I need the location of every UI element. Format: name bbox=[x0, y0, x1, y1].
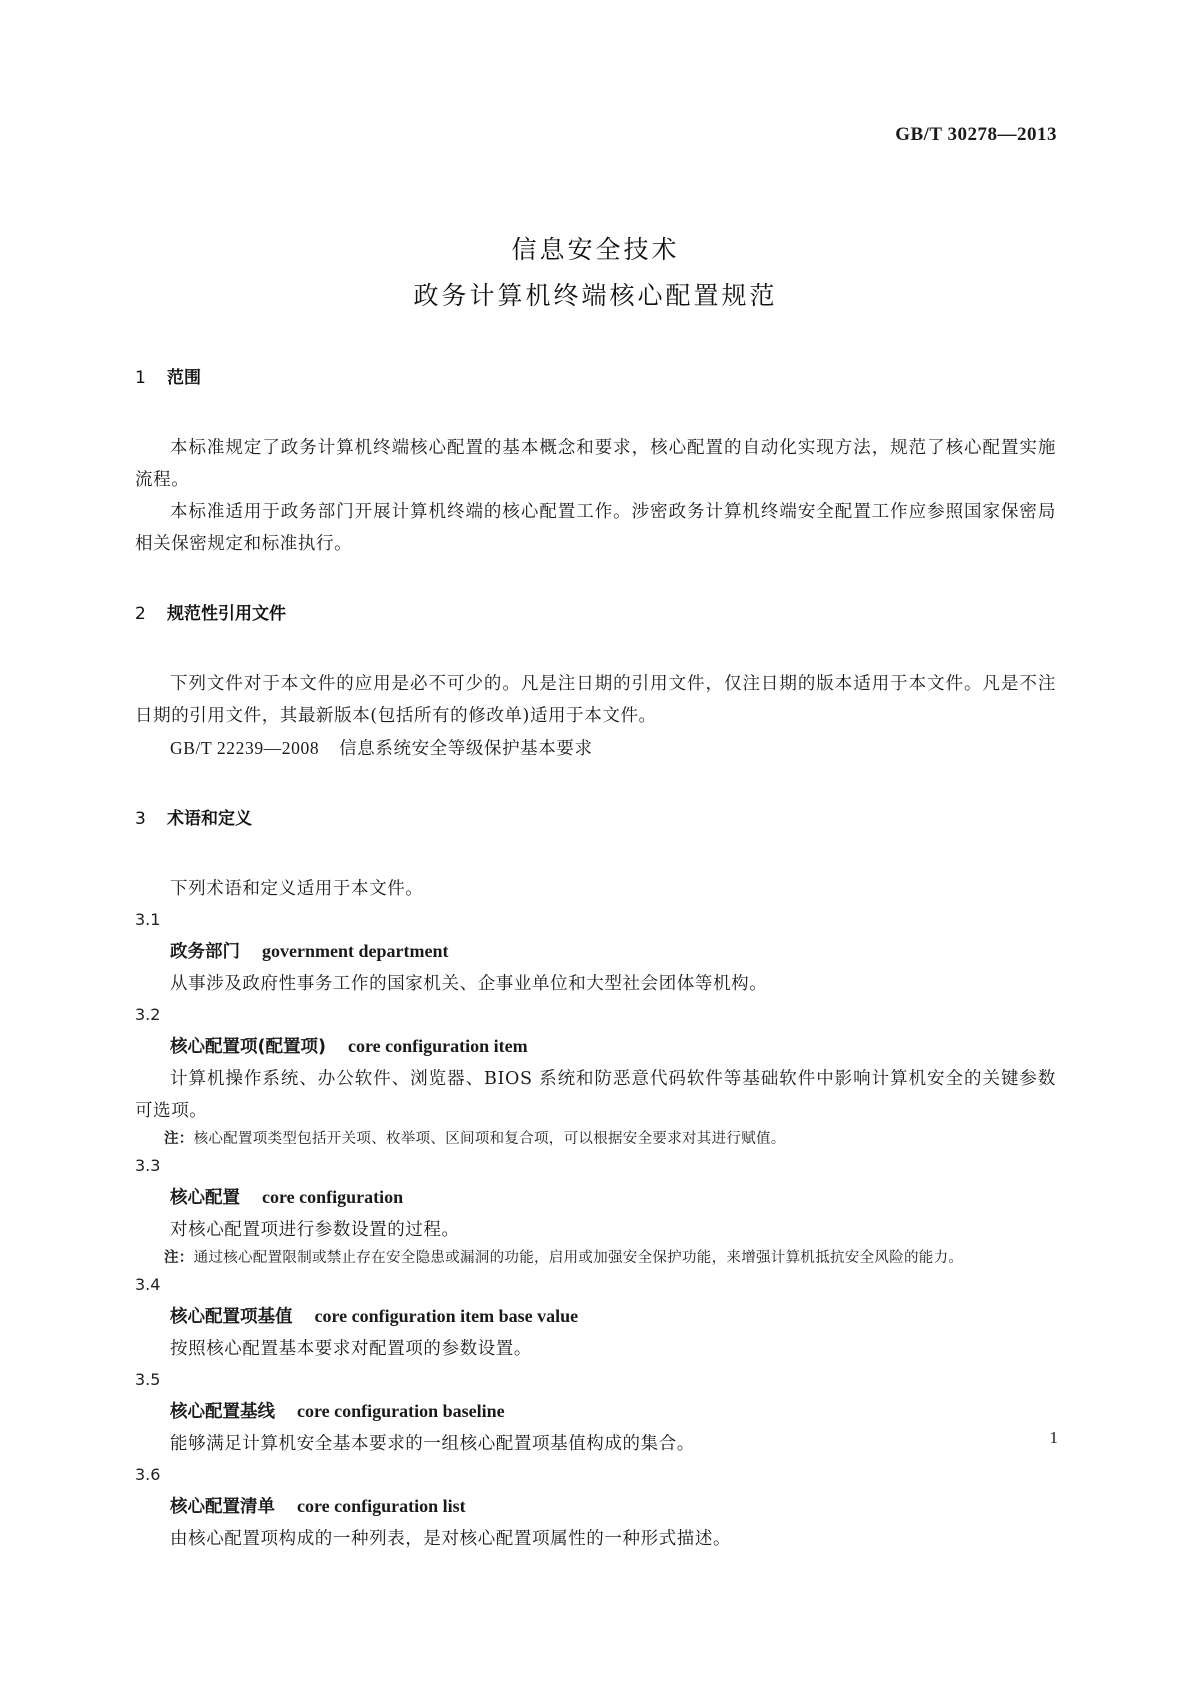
term-name bbox=[135, 1490, 1056, 1523]
term-number: 3.6 bbox=[135, 1465, 161, 1484]
document-title-line1: 信息安全技术 bbox=[511, 235, 680, 264]
section-number: 1 bbox=[135, 368, 146, 388]
term-name bbox=[135, 1395, 1056, 1428]
term-zh: 核心配置项(配置项) bbox=[170, 1037, 326, 1057]
term-en: core configuration bbox=[262, 1187, 404, 1207]
section-2-heading bbox=[135, 602, 1056, 626]
term-definition: 计算机操作系统、办公软件、浏览器、BIOS 系统和防恶意代码软件等基础软件中影响计算机安全的关键参数可选项。 bbox=[135, 1069, 1056, 1121]
term-en: core configuration baseline bbox=[297, 1401, 505, 1421]
term-definition: 对核心配置项进行参数设置的过程。 bbox=[170, 1220, 460, 1240]
term-number: 3.3 bbox=[135, 1156, 161, 1175]
term-en: government department bbox=[262, 941, 449, 961]
document-title-line2: 政务计算机终端核心配置规范 bbox=[413, 281, 778, 310]
normative-reference bbox=[135, 732, 1056, 765]
term-definition: 由核心配置项构成的一种列表，是对核心配置项属性的一种形式描述。 bbox=[170, 1529, 732, 1549]
term-zh: 政务部门 bbox=[170, 942, 240, 962]
term-number: 3.2 bbox=[135, 1005, 161, 1024]
term-en: core configuration item base value bbox=[314, 1306, 579, 1326]
section-1-paragraph-2: 本标准适用于政务部门开展计算机终端的核心配置工作。涉密政务计算机终端安全配置工作应参照国家保密局相关保密规定和标准执行。 bbox=[135, 502, 1056, 554]
section-number: 3 bbox=[135, 809, 146, 829]
section-1-heading bbox=[135, 366, 1056, 390]
section-title: 术语和定义 bbox=[167, 809, 252, 829]
note-label: 注： bbox=[164, 1131, 194, 1147]
note-label: 注： bbox=[164, 1250, 194, 1266]
reference-title: 信息系统安全等级保护基本要求 bbox=[339, 739, 593, 759]
section-2-paragraph-1: 下列文件对于本文件的应用是必不可少的。凡是注日期的引用文件，仅注日期的版本适用于本文件。凡是不注日期的引用文件，其最新版本(包括所有的修改单)适用于本文件。 bbox=[135, 674, 1056, 726]
section-number: 2 bbox=[135, 604, 146, 624]
term-definition: 按照核心配置基本要求对配置项的参数设置。 bbox=[170, 1339, 532, 1359]
term-number: 3.1 bbox=[135, 910, 161, 929]
term-zh: 核心配置清单 bbox=[170, 1497, 275, 1517]
term-name bbox=[135, 935, 1056, 968]
section-3-intro: 下列术语和定义适用于本文件。 bbox=[170, 879, 424, 899]
reference-code: GB/T 22239—2008 bbox=[170, 738, 320, 758]
term-number: 3.4 bbox=[135, 1275, 161, 1294]
standard-code: GB/T 30278—2013 bbox=[895, 124, 1057, 145]
term-en: core configuration item bbox=[348, 1036, 528, 1056]
term-en: core configuration list bbox=[297, 1496, 466, 1516]
term-number: 3.5 bbox=[135, 1370, 161, 1389]
page-number: 1 bbox=[1049, 1428, 1058, 1447]
term-name bbox=[135, 1030, 1056, 1063]
term-zh: 核心配置项基值 bbox=[170, 1307, 293, 1327]
term-definition: 从事涉及政府性事务工作的国家机关、企事业单位和大型社会团体等机构。 bbox=[170, 974, 768, 994]
section-title: 范围 bbox=[167, 368, 201, 388]
section-3-heading bbox=[135, 807, 1056, 831]
note-text: 通过核心配置限制或禁止存在安全隐患或漏洞的功能，启用或加强安全保护功能，来增强计算机抵抗安全风险的能力。 bbox=[193, 1250, 964, 1266]
term-name bbox=[135, 1300, 1056, 1333]
term-name bbox=[135, 1181, 1056, 1214]
term-note bbox=[135, 1246, 1056, 1270]
term-zh: 核心配置基线 bbox=[170, 1402, 275, 1422]
section-title: 规范性引用文件 bbox=[167, 604, 286, 624]
term-zh: 核心配置 bbox=[170, 1188, 240, 1208]
section-1-paragraph-1: 本标准规定了政务计算机终端核心配置的基本概念和要求，核心配置的自动化实现方法，规范了核心配置实施流程。 bbox=[135, 438, 1056, 490]
note-text: 核心配置项类型包括开关项、枚举项、区间项和复合项，可以根据安全要求对其进行赋值。 bbox=[193, 1131, 786, 1147]
term-definition: 能够满足计算机安全基本要求的一组核心配置项基值构成的集合。 bbox=[170, 1434, 695, 1454]
term-note bbox=[135, 1127, 1056, 1151]
document-body bbox=[135, 366, 1056, 1555]
